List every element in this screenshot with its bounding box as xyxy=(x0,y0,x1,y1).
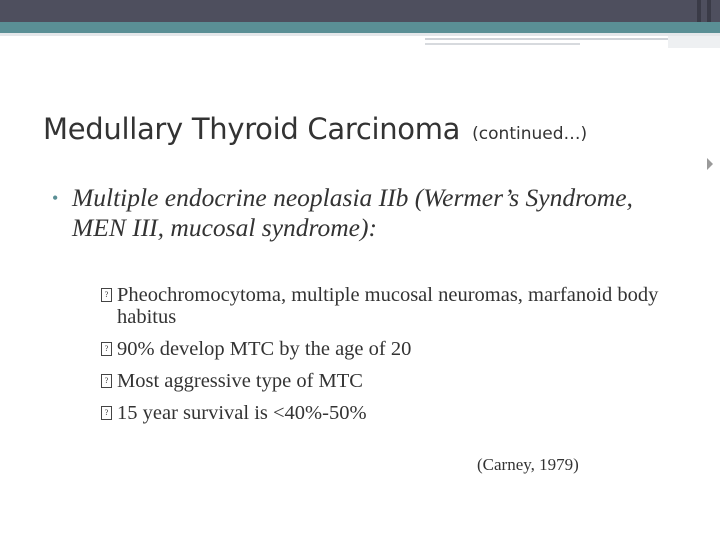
slide-title xyxy=(43,112,587,146)
decorative-stripe xyxy=(668,36,720,48)
list-item xyxy=(101,338,661,360)
missing-glyph-icon: ? xyxy=(101,342,112,356)
slide-edge-arrow-icon xyxy=(707,158,713,170)
list-item-text: Pheochromocytoma, multiple mucosal neuromas, marfanoid body habitus xyxy=(117,284,659,328)
title-suffix: (continued…) xyxy=(472,124,588,144)
accent-band xyxy=(0,22,720,33)
header-band xyxy=(0,0,720,22)
list-item-text: Most aggressive type of MTC xyxy=(117,370,363,392)
decorative-stripe xyxy=(425,43,580,45)
list-item-text: 90% develop MTC by the age of 20 xyxy=(117,338,412,360)
bullet-text: Multiple endocrine neoplasia IIb (Wermer’s Syndrome, MEN III, mucosal syndrome): xyxy=(72,183,633,242)
decorative-stripe xyxy=(0,33,720,36)
list-item-text: 15 year survival is <40%-50% xyxy=(117,402,367,424)
list-item xyxy=(101,370,661,392)
missing-glyph-icon: ? xyxy=(101,374,112,388)
title-main: Medullary Thyroid Carcinoma xyxy=(43,112,461,146)
header-band-segment xyxy=(697,0,701,22)
header-band-segment xyxy=(707,0,711,22)
level1-bullet xyxy=(52,183,652,243)
missing-glyph-icon: ? xyxy=(101,288,112,302)
missing-glyph-icon: ? xyxy=(101,406,112,420)
bullet-marker: • xyxy=(52,188,59,208)
sub-bullet-list xyxy=(101,284,661,434)
list-item xyxy=(101,402,661,424)
citation: (Carney, 1979) xyxy=(477,455,579,474)
decorative-stripe xyxy=(425,38,668,40)
list-item xyxy=(101,284,661,328)
